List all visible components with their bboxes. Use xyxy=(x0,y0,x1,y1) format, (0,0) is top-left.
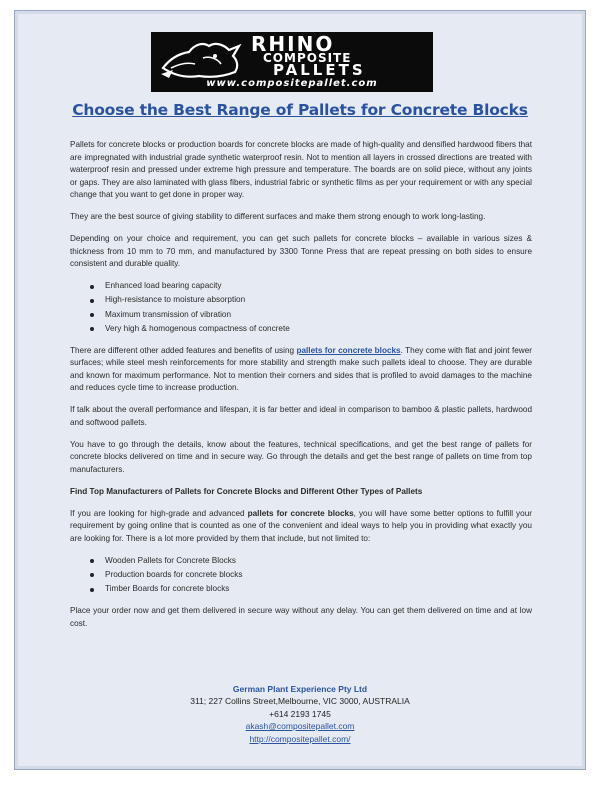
bold-keyword: pallets for concrete blocks xyxy=(247,508,354,518)
paragraph-performance: If talk about the overall performance and lifespan, it is far better and ideal in comparison to bamboo & plastic pallets, hardwood and softwood pallets. xyxy=(70,405,532,427)
article-body xyxy=(70,139,532,640)
text-span: There are different other added features and benefits of using xyxy=(70,345,297,355)
paragraph-manufacturers xyxy=(70,508,532,546)
list-item: High-resistance to moisture absorption xyxy=(105,294,532,307)
logo-word-pallets: PALLETS xyxy=(273,61,366,79)
text-span: , you will have some better options to fulfill your requirement by going online that is counted as one of the convenient and ideal ways to help you in providing what exactly you are looking for. There is a lot more provided by them that include, but not limited to: xyxy=(70,508,532,543)
paragraph-benefits xyxy=(70,345,532,395)
feature-list xyxy=(70,280,532,335)
logo-url: www.compositepallet.com xyxy=(206,78,378,89)
brand-logo xyxy=(151,32,433,92)
product-list xyxy=(70,555,532,596)
list-item: Enhanced load bearing capacity xyxy=(105,280,532,293)
logo-word-composite: COMPOSITE xyxy=(263,50,352,66)
contact-block xyxy=(15,683,585,745)
paragraph-details: You have to go through the details, know about the features, technical specifications, and get the best range of pallets for concrete blocks delivered on time and in secure way. Go through the details and get the best range of pallets on time from top manufacturers. xyxy=(70,439,532,475)
pallets-link[interactable]: pallets for concrete blocks xyxy=(296,345,401,355)
website-link[interactable]: http://compositepallet.com/ xyxy=(249,733,351,744)
logo-word-rhino: RHINO xyxy=(251,32,335,56)
section-heading: Find Top Manufacturers of Pallets for Concrete Blocks and Different Other Types of Pallets xyxy=(70,486,423,496)
list-item: Timber Boards for concrete blocks xyxy=(105,583,532,596)
address: 311; 227 Collins Street,Melbourne, VIC 3000, AUSTRALIA xyxy=(190,696,410,707)
company-name: German Plant Experience Pty Ltd xyxy=(232,684,368,694)
document-page xyxy=(14,10,586,770)
list-item: Maximum transmission of vibration xyxy=(105,309,532,322)
list-item: Very high & homogenous compactness of concrete xyxy=(105,323,532,336)
rhino-head-icon xyxy=(159,38,243,82)
phone: +614 2193 1745 xyxy=(269,708,331,719)
paragraph-intro: Pallets for concrete blocks or production boards for concrete blocks are made of high-quality and densified hardwood fibers that are impregnated with industrial grade synthetic waterproof resin. Not to mention all layers in crossed directions are treated with waterproof resin and pressed under extreme high pressure and temperature. The boards are on solid piece, without any joints or gaps. They are also laminated with glass fibers, industrial fabric or synthetic films as per your requirement or with any special change that you want to get done in proper way. xyxy=(70,140,532,200)
text-span: If you are looking for high-grade and advanced xyxy=(70,508,248,518)
paragraph-sizes: Depending on your choice and requirement, you can get such pallets for concrete blocks – available in various sizes & thickness from 10 mm to 70 mm, and manufactured by 3300 Tonne Press that are repeat pressing on both sides to ensure consistent and durable quality. xyxy=(70,234,532,269)
text-span: . They come with flat and joint fewer surfaces; while steel mesh reinforcements for more stability and strength make such pallets ideal to choose. They are durable and known for maximum performance. Not to mention their corners and sides that is profiled to avoid damages to the machine and reduces cycle time to increase production. xyxy=(70,345,532,393)
list-item: Production boards for concrete blocks xyxy=(105,569,532,582)
paragraph-order: Place your order now and get them delivered in secure way without any delay. You can get them delivered on time and at low cost. xyxy=(70,606,532,628)
email-link[interactable]: akash@compositepallet.com xyxy=(245,721,355,732)
page-title: Choose the Best Range of Pallets for Concrete Blocks xyxy=(72,101,528,119)
paragraph-stability: They are the best source of giving stability to different surfaces and make them strong enough to work long-lasting. xyxy=(70,212,486,222)
list-item: Wooden Pallets for Concrete Blocks xyxy=(105,555,532,568)
